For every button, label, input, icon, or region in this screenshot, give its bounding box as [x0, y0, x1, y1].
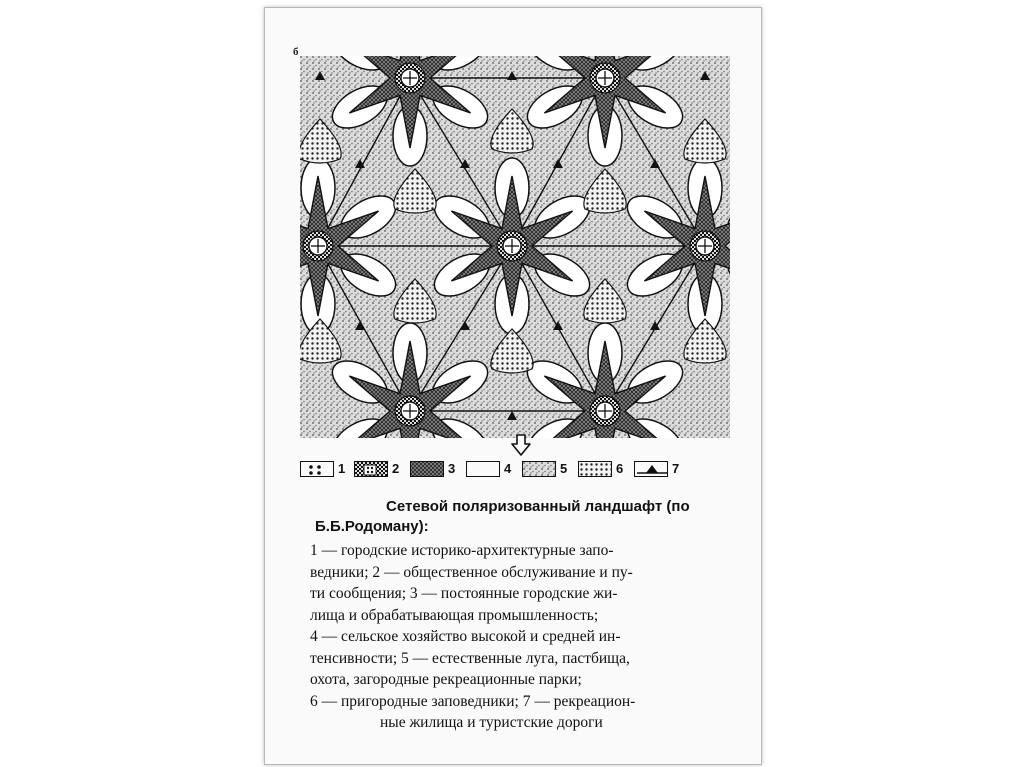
caption-line: охота, загородные рекреационные парки;: [310, 671, 582, 688]
caption-line: ти сообщения; 3 — постоянные городские жи-: [310, 585, 618, 602]
triangle-swatch: [634, 461, 668, 477]
legend-number: 7: [672, 461, 680, 476]
legend: [300, 458, 720, 480]
stipple-swatch: [522, 461, 556, 477]
caption-title-continued: Б.Б.Родоману):: [315, 518, 429, 535]
caption-line: лища и обрабатывающая промышленность;: [310, 606, 599, 624]
caption-title: Сетевой поляризованный ландшафт (по: [386, 498, 690, 515]
caption-line: тенсивности; 5 — естественные луга, пастбища,: [310, 649, 630, 667]
down-arrow-icon: [511, 434, 531, 456]
legend-number: 5: [560, 461, 568, 476]
legend-number: 2: [392, 461, 400, 476]
legend-number: 3: [448, 461, 456, 476]
grid-cells-swatch: [300, 461, 334, 477]
dark-checker-swatch: [354, 461, 388, 477]
legend-number: 1: [338, 461, 346, 476]
caption-line: ные жилища и туристские дороги: [380, 714, 603, 731]
legend-number: 4: [504, 461, 512, 476]
legend-number: 6: [616, 461, 624, 476]
dots-swatch: [578, 461, 612, 477]
caption-line: ведники; 2 — общественное обслуживание и пу-: [310, 563, 633, 581]
figure-caption: [310, 496, 728, 734]
blank-swatch: [466, 461, 500, 477]
caption-line: 1 — городские историко-архитектурные запо-: [310, 542, 614, 559]
network-landscape-pattern: [300, 56, 730, 438]
crosshatch-swatch: [410, 461, 444, 477]
caption-line: 6 — пригородные заповедники; 7 — рекреацион-: [310, 692, 636, 710]
caption-line: 4 — сельское хозяйство высокой и средней ин-: [310, 628, 621, 645]
figure-label: б: [293, 46, 299, 58]
